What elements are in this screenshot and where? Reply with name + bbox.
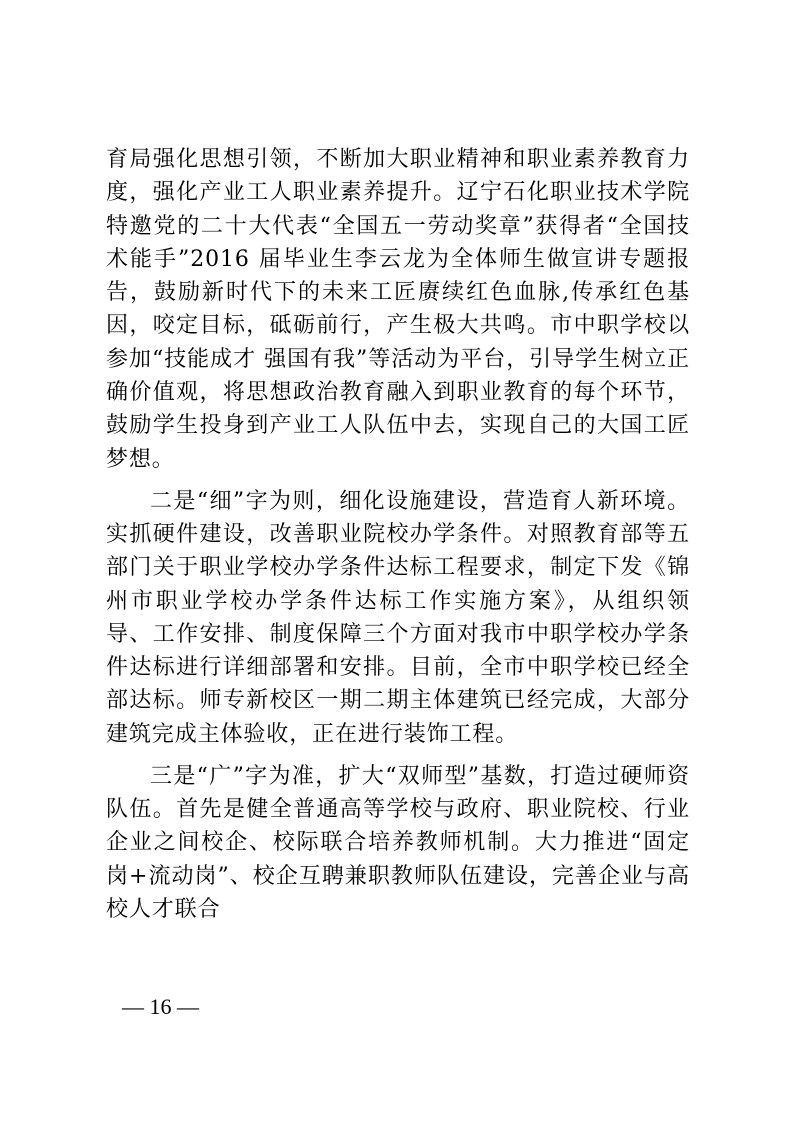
paragraph-2: 二是“细”字为则，细化设施建设，营造育人新环境。实抓硬件建设，改善职业院校办学条件。对照教育部等五部门关于职业学校办学条件达标工程要求，制定下发《锦州市职业学校办学条件达标工作实施方案》，从组织领导、工作安排、制度保障三个方面对我市中职学校办学条件达标进行详细部署和安排。目前，全市中职学校已经全部达标。师专新校区一期二期主体建筑已经完成，大部分建筑完成主体验收，正在进行装饰工程。 bbox=[106, 488, 690, 747]
page-number: — 16 — bbox=[122, 994, 199, 1019]
paragraph-1: 育局强化思想引领，不断加大职业精神和职业素养教育力度，强化产业工人职业素养提升。辽宁石化职业技术学院特邀党的二十大代表“全国五一劳动奖章”获得者“全国技术能手”2016 届毕业生李云龙为全体师生做宣讲专题报告，鼓励新时代下的未来工匠赓续红色血脉,传承红色基因，咬定目标，砥砺前行，产生极大共鸣。市中职学校以参加“技能成才 强国有我”等活动为平台，引导学生树立正确价值观，将思想政治教育融入到职业教育的每个环节，鼓励学生投身到产业工人队伍中去，实现自己的大国工匠梦想。 bbox=[106, 147, 690, 472]
document-body bbox=[106, 143, 690, 926]
paragraph-3: 三是“广”字为准，扩大“双师型”基数，打造过硬师资队伍。首先是健全普通高等学校与政府、职业院校、行业企业之间校企、校际联合培养教师机制。大力推进“固定岗+流动岗”、校企互聘兼职教师队伍建设，完善企业与高校人才联合 bbox=[106, 763, 690, 922]
